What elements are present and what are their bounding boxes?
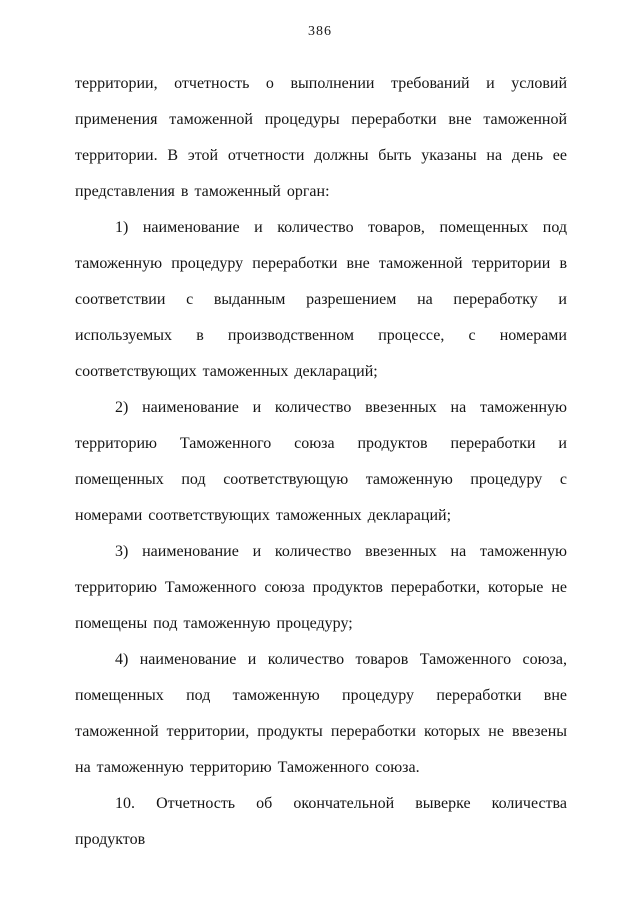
paragraph-clause-10: 10. Отчетность об окончательной выверке количества продуктов (75, 795, 567, 848)
list-item-4: 4) наименование и количество товаров Таможенного союза, помещенных под таможенную процедуру переработки вне таможенной территории, продукты переработки которых не ввезены на таможенную территорию Таможенного союза. (75, 651, 567, 776)
list-item-2: 2) наименование и количество ввезенных на таможенную территорию Таможенного союза продуктов переработки и помещенных под соответствующую таможенную процедуру с номерами соответствующих таможенных деклараций; (75, 399, 567, 524)
list-item-3: 3) наименование и количество ввезенных на таможенную территорию Таможенного союза продуктов переработки, которые не помещены под таможенную процедуру; (75, 543, 567, 632)
paragraph-continuation: территории, отчетность о выполнении требований и условий применения таможенной процедуры переработки вне таможенной территории. В этой отчетности должны быть указаны на день ее представления в таможенный орган: (75, 75, 567, 200)
page-number: 386 (308, 24, 332, 39)
document-text-body (75, 66, 567, 858)
list-item-1: 1) наименование и количество товаров, помещенных под таможенную процедуру переработки вне таможенной территории в соответствии с выданным разрешением на переработку и используемых в производственном процессе, с номерами соответствующих таможенных деклараций; (75, 219, 567, 380)
